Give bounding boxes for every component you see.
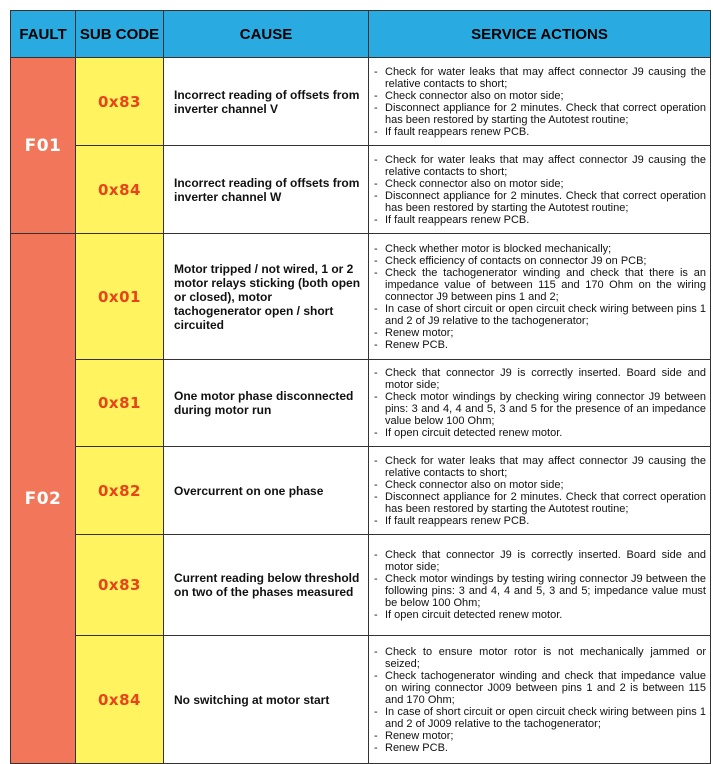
sub-code-cell: 0x01 [76,234,164,360]
service-actions-cell [369,535,711,636]
dash-bullet: - [374,705,378,718]
cause-cell: Motor tripped / not wired, 1 or 2 motor relays sticking (both open or closed), motor tachogenerator open / short circuited [164,234,369,360]
service-action-item [373,66,706,90]
service-action-text: If open circuit detected renew motor. [385,609,563,621]
cause-cell: One motor phase disconnected during motor run [164,360,369,447]
table-row [11,447,711,535]
service-action-text: Check motor windings by testing wiring connector J9 between the following pins: 3 and 4, 4 and 5, 3 and 5; impedance value must be below 100 Ohm; [385,573,706,609]
service-action-item [373,214,706,226]
fault-code-cell: F01 [11,58,76,234]
service-action-text: Check connector also on motor side; [385,89,564,102]
service-action-item [373,391,706,427]
service-action-text: Check motor windings by checking wiring connector J9 between pins: 3 and 4, 4 and 5, 3 and 5 for the presence of an impedance value below 100 Ohm; [385,391,706,427]
service-action-item [373,515,706,527]
dash-bullet: - [374,242,378,255]
service-action-text: Check for water leaks that may affect connector J9 causing the relative contacts to short; [385,153,706,178]
service-action-item [373,479,706,491]
service-action-text: Check connector also on motor side; [385,177,564,190]
dash-bullet: - [374,741,378,754]
service-action-text: In case of short circuit or open circuit check wiring between pins 1 and 2 of J9 relative to the tachogenerator; [385,302,706,327]
service-action-text: Disconnect appliance for 2 minutes. Check that correct operation has been restored by starting the Autotest routine; [385,490,706,515]
service-action-text: Renew PCB. [385,741,448,754]
service-action-item [373,190,706,214]
service-action-item [373,646,706,670]
service-action-item [373,455,706,479]
sub-code-cell: 0x81 [76,360,164,447]
service-actions-cell [369,58,711,146]
service-action-text: Renew PCB. [385,338,448,351]
service-action-item [373,255,706,267]
service-actions-list [373,243,706,351]
table-row [11,360,711,447]
service-action-item [373,549,706,573]
service-action-text: If open circuit detected renew motor. [385,427,563,439]
service-action-item [373,670,706,706]
service-actions-list [373,367,706,439]
dash-bullet: - [374,326,378,339]
dash-bullet: - [374,609,378,621]
cause-cell: Current reading below threshold on two of the phases measured [164,535,369,636]
service-actions-cell [369,636,711,764]
table-row [11,234,711,360]
service-action-text: Check that connector J9 is correctly inserted. Board side and motor side; [385,549,706,573]
dash-bullet: - [374,153,378,166]
service-action-text: Disconnect appliance for 2 minutes. Check that correct operation has been restored by starting the Autotest routine; [385,101,706,126]
service-actions-list [373,455,706,527]
service-action-text: Check whether motor is blocked mechanically; [385,242,612,255]
sub-code-cell: 0x82 [76,447,164,535]
dash-bullet: - [374,338,378,351]
dash-bullet: - [374,391,378,403]
dash-bullet: - [374,89,378,102]
service-actions-list [373,66,706,138]
dash-bullet: - [374,478,378,491]
service-actions-cell [369,234,711,360]
dash-bullet: - [374,266,378,279]
service-actions-list [373,549,706,621]
service-action-text: In case of short circuit or open circuit check wiring between pins 1 and 2 of J009 relative to the tachogenerator; [385,705,706,730]
dash-bullet: - [374,65,378,78]
dash-bullet: - [374,177,378,190]
service-action-item [373,178,706,190]
service-action-item [373,367,706,391]
table-row [11,146,711,234]
service-action-text: If fault reappears renew PCB. [385,125,530,138]
service-action-item [373,303,706,327]
cause-cell: Incorrect reading of offsets from inverter channel W [164,146,369,234]
service-action-item [373,267,706,303]
table-row [11,58,711,146]
dash-bullet: - [374,514,378,527]
sub-code-cell: 0x84 [76,146,164,234]
dash-bullet: - [374,125,378,138]
service-action-item [373,339,706,351]
service-action-item [373,609,706,621]
dash-bullet: - [374,189,378,202]
service-action-text: Renew motor; [385,326,454,339]
service-action-item [373,706,706,730]
service-action-text: Check for water leaks that may affect connector J9 causing the relative contacts to short; [385,454,706,479]
service-action-item [373,102,706,126]
dash-bullet: - [374,454,378,467]
dash-bullet: - [374,573,378,585]
service-actions-list [373,154,706,226]
service-action-text: If fault reappears renew PCB. [385,514,530,527]
cause-cell: Incorrect reading of offsets from inverter channel V [164,58,369,146]
service-action-item [373,742,706,754]
service-action-item [373,327,706,339]
table-row [11,636,711,764]
dash-bullet: - [374,213,378,226]
header-service-actions: SERVICE ACTIONS [369,11,711,58]
dash-bullet: - [374,549,378,561]
sub-code-cell: 0x83 [76,535,164,636]
service-actions-list [373,646,706,754]
dash-bullet: - [374,490,378,503]
dash-bullet: - [374,101,378,114]
header-sub-code: SUB CODE [76,11,164,58]
fault-table [10,10,711,764]
fault-code-cell: F02 [11,234,76,764]
header-cause: CAUSE [164,11,369,58]
service-action-text: Check to ensure motor rotor is not mechanically jammed or seized; [385,645,706,670]
service-action-item [373,243,706,255]
dash-bullet: - [374,302,378,315]
service-action-text: If fault reappears renew PCB. [385,213,530,226]
service-actions-cell [369,447,711,535]
sub-code-cell: 0x84 [76,636,164,764]
cause-cell: Overcurrent on one phase [164,447,369,535]
service-action-item [373,154,706,178]
service-action-text: Check efficiency of contacts on connector J9 on PCB; [385,254,647,267]
service-action-text: Renew motor; [385,729,454,742]
service-action-item [373,730,706,742]
service-action-text: Check for water leaks that may affect connector J9 causing the relative contacts to short; [385,65,706,90]
service-action-item [373,491,706,515]
service-action-text: Check that connector J9 is correctly inserted. Board side and motor side; [385,367,706,391]
dash-bullet: - [374,729,378,742]
header-row [11,11,711,58]
sub-code-cell: 0x83 [76,58,164,146]
service-action-item [373,427,706,439]
header-fault: FAULT [11,11,76,58]
dash-bullet: - [374,427,378,439]
dash-bullet: - [374,254,378,267]
dash-bullet: - [374,669,378,682]
service-action-text: Check connector also on motor side; [385,478,564,491]
cause-cell: No switching at motor start [164,636,369,764]
service-action-text: Disconnect appliance for 2 minutes. Check that correct operation has been restored by starting the Autotest routine; [385,189,706,214]
dash-bullet: - [374,367,378,379]
service-action-text: Check tachogenerator winding and check that impedance value on wiring connector J009 between pins 1 and 2 is between 115 and 170 Ohm; [385,669,706,706]
service-action-text: Check the tachogenerator winding and check that there is an impedance value of between 115 and 170 Ohm on the wiring connector J9 between pins 1 and 2; [385,266,706,303]
service-actions-cell [369,146,711,234]
table-row [11,535,711,636]
service-action-item [373,90,706,102]
service-actions-cell [369,360,711,447]
service-action-item [373,126,706,138]
dash-bullet: - [374,645,378,658]
service-action-item [373,573,706,609]
